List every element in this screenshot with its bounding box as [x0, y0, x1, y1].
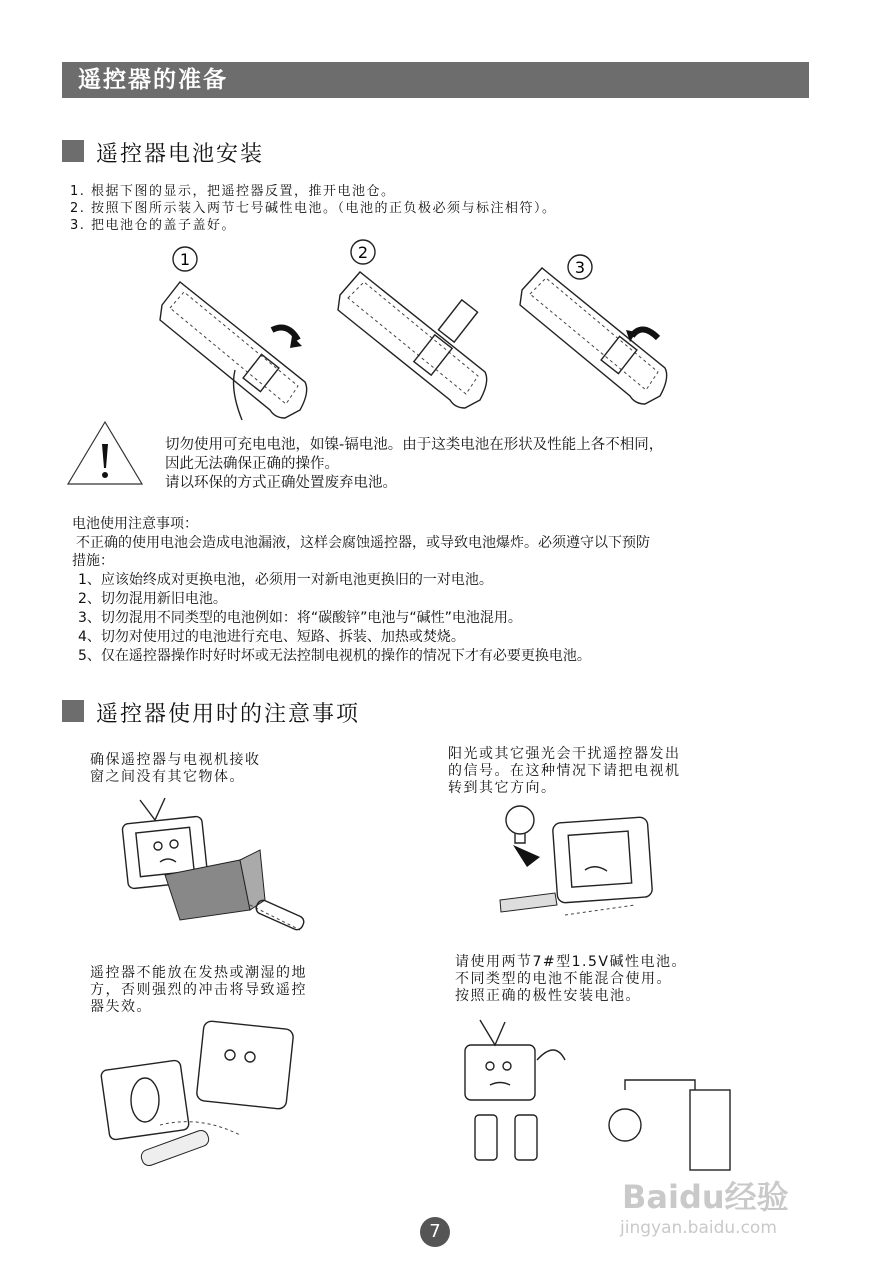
battery-notes-intro: 措施：	[72, 553, 114, 569]
warning-icon	[66, 420, 144, 486]
section-title-usage: 遥控器使用时的注意事项	[96, 702, 361, 727]
section-marker	[62, 700, 84, 722]
install-step: 3. 把电池仓的盖子盖好。	[70, 218, 237, 233]
warning-line: 切勿使用可充电电池，如镍-镉电池。由于这类电池在形状及性能上各不相同，	[165, 437, 664, 453]
battery-note-item: 2、切勿混用新旧电池。	[78, 591, 227, 607]
figure-label-1: 1	[179, 250, 191, 269]
install-step: 2. 按照下图所示装入两节七号碱性电池。（电池的正负极必须与标注相符）。	[70, 201, 557, 216]
install-step: 1. 根据下图的显示，把遥控器反置，推开电池仓。	[70, 184, 396, 199]
remote-step-3	[520, 255, 667, 404]
battery-install-illustration	[150, 240, 830, 430]
watermark-brand: Baidu经验	[622, 1178, 789, 1216]
watermark-url: jingyan.baidu.com	[620, 1218, 777, 1238]
usage-tip: 确保遥控器与电视机接收 窗之间没有其它物体。	[90, 752, 261, 785]
battery-note-item: 3、切勿混用不同类型的电池例如：将“碳酸锌”电池与“碱性”电池混用。	[78, 610, 522, 626]
page-number: 7	[420, 1217, 450, 1247]
page-title: 遥控器的准备	[78, 67, 228, 93]
usage-tip: 请使用两节7#型1.5V碱性电池。 不同类型的电池不能混合使用。 按照正确的极性安装电池。	[455, 954, 687, 1004]
usage-tip: 阳光或其它强光会干扰遥控器发出 的信号。在这种情况下请把电视机 转到其它方向。	[448, 746, 681, 796]
figure-label-3: 3	[574, 258, 586, 277]
battery-notes-intro: 不正确的使用电池会造成电池漏液，这样会腐蚀遥控器，或导致电池爆炸。必须遵守以下预防	[76, 535, 650, 551]
battery-note-item: 1、应该始终成对更换电池，必须用一对新电池更换旧的一对电池。	[78, 572, 493, 588]
tv-sunlight-illustration	[495, 775, 695, 925]
section-marker	[62, 140, 84, 162]
figure-label-2: 2	[357, 243, 369, 262]
battery-note-item: 5、仅在遥控器操作时好时坏或无法控制电视机的操作的情况下才有必要更换电池。	[78, 648, 591, 664]
tv-heat-humidity-illustration	[100, 1015, 310, 1175]
remote-step-1	[160, 247, 307, 420]
usage-tip: 遥控器不能放在发热或潮湿的地 方，否则强烈的冲击将导致遥控 器失效。	[90, 965, 307, 1015]
battery-polarity-illustration	[455, 1010, 745, 1185]
remote-step-2	[338, 240, 487, 408]
warning-line: 请以环保的方式正确处置废弃电池。	[165, 475, 397, 491]
warning-line: 因此无法确保正确的操作。	[165, 456, 339, 472]
tv-obstacle-illustration	[100, 790, 310, 940]
section-title-battery-install: 遥控器电池安装	[96, 142, 265, 167]
battery-notes-heading: 电池使用注意事项：	[72, 516, 198, 532]
battery-note-item: 4、切勿对使用过的电池进行充电、短路、拆装、加热或焚烧。	[78, 629, 465, 645]
